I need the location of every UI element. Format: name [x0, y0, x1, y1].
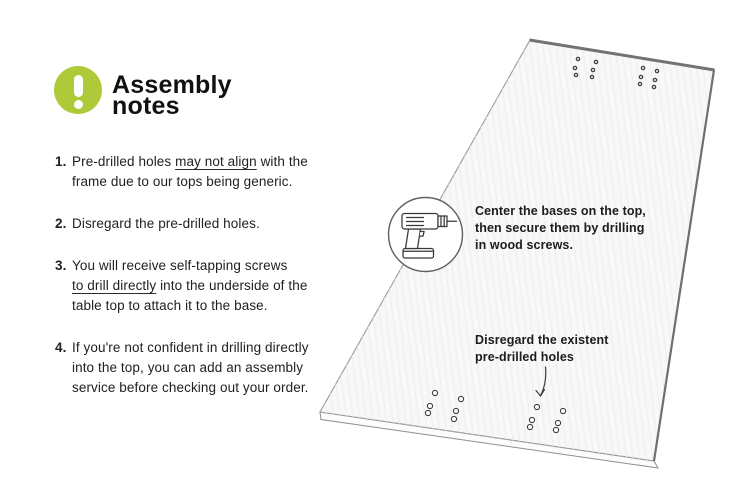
holes-callout — [475, 332, 609, 366]
note-text: You will receive self-tapping screws to drill directly into the underside of the table top to attach it to the base. — [72, 258, 308, 313]
holes-callout-line2: pre-drilled holes — [475, 350, 574, 364]
note-text: Pre-drilled holes may not align with the frame due to our tops being generic. — [72, 154, 308, 189]
note-text: If you're not confident in drilling directly into the top, you can add an assembly service before checking out your order. — [72, 340, 309, 395]
page-title-line1: Assembly — [112, 71, 232, 99]
drill-callout — [475, 203, 646, 254]
note-text: Disregard the pre-drilled holes. — [72, 216, 260, 231]
note-number: 2. — [55, 216, 67, 231]
note-number: 3. — [55, 258, 67, 273]
drill-callout-line1: Center the bases on the top, — [475, 204, 646, 218]
note-number: 4. — [55, 340, 67, 355]
drill-badge — [389, 198, 463, 272]
note-number: 1. — [55, 154, 67, 169]
page-title-line2: notes — [112, 92, 180, 120]
holes-callout-line1: Disregard the existent — [475, 333, 609, 347]
drill-callout-line2: then secure them by drilling — [475, 221, 645, 235]
drill-callout-line3: in wood screws. — [475, 238, 574, 252]
